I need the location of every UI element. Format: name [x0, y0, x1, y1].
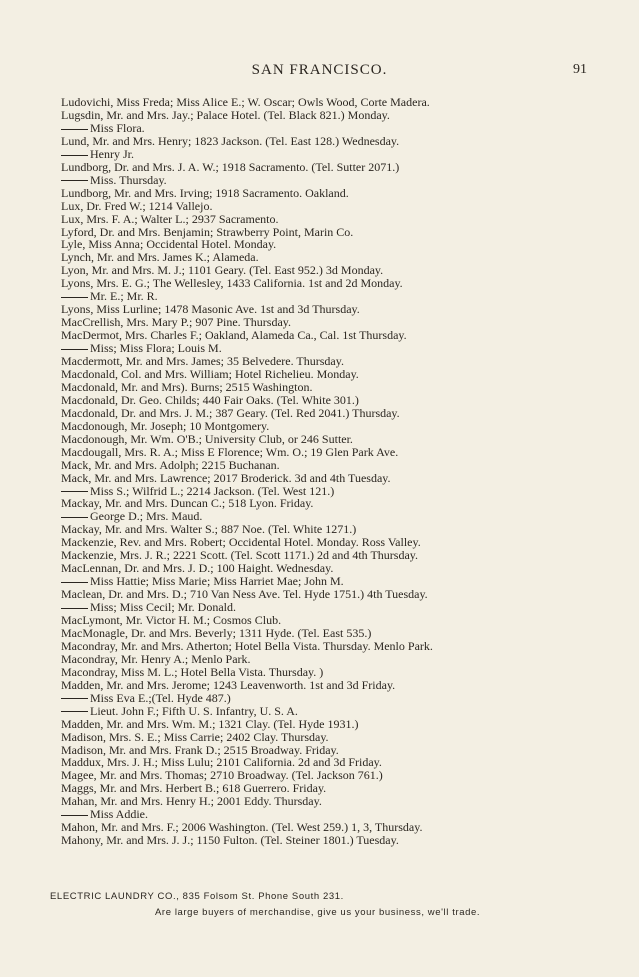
entry-text: Mahon, Mr. and Mrs. F.; 2006 Washington. (Tel. West 259.) 1, 3, Thursday. [61, 820, 423, 835]
entry-text: Miss Addie. [90, 807, 149, 822]
entry-text: Miss Eva E.;(Tel. Hyde 487.) [90, 690, 231, 705]
entry-text: Lund, Mr. and Mrs. Henry; 1823 Jackson. (Tel. East 128.) Wednesday. [61, 133, 400, 148]
ditto-dash [61, 711, 88, 712]
advertisement-line-1: ELECTRIC LAUNDRY CO., 835 Folsom St. Phone South 231. [50, 891, 344, 902]
entry-text: Maclean, Dr. and Mrs. D.; 710 Van Ness Ave. Tel. Hyde 1751.) 4th Tuesday. [61, 587, 428, 602]
entry-text: Madison, Mr. and Mrs. Frank D.; 2515 Broadway. Friday. [61, 742, 339, 757]
ditto-dash [61, 129, 88, 130]
ditto-dash [61, 297, 88, 298]
entry-text: Magee, Mr. and Mrs. Thomas; 2710 Broadway. (Tel. Jackson 761.) [61, 768, 383, 783]
ditto-dash [61, 155, 88, 156]
entry-text: Lundborg, Mr. and Mrs. Irving; 1918 Sacramento. Oakland. [61, 185, 349, 200]
entry-text: Miss Flora. [90, 120, 145, 135]
entry-text: Mahan, Mr. and Mrs. Henry H.; 2001 Eddy. Thursday. [61, 794, 322, 809]
entry-text: Macdonough, Mr. Wm. O'B.; University Club, or 246 Sutter. [61, 431, 353, 446]
ditto-dash [61, 180, 88, 181]
entry-text: Lieut. John F.; Fifth U. S. Infantry, U. S. A. [90, 703, 298, 718]
page-title: SAN FRANCISCO. [251, 62, 388, 78]
ditto-dash [61, 582, 88, 583]
entry-text: Lyford, Dr. and Mrs. Benjamin; Strawberry Point, Marin Co. [61, 224, 354, 239]
entry-text: Macdonald, Mr. and Mrs). Burns; 2515 Washington. [61, 379, 313, 394]
entry-text: Macondray, Mr. and Mrs. Atherton; Hotel Bella Vista. Thursday. Menlo Park. [61, 638, 433, 653]
entry-text: MacMonagle, Dr. and Mrs. Beverly; 1311 Hyde. (Tel. East 535.) [61, 625, 372, 640]
entry-text: Henry Jr. [90, 146, 134, 161]
entry-text: Lundborg, Dr. and Mrs. J. A. W.; 1918 Sacramento. (Tel. Sutter 2071.) [61, 159, 400, 174]
entry-text: Mahony, Mr. and Mrs. J. J.; 1150 Fulton. (Tel. Steiner 1801.) Tuesday. [61, 833, 399, 848]
entry-text: Miss. Thursday. [90, 172, 167, 187]
entry-text: Mackay, Mr. and Mrs. Walter S.; 887 Noe. (Tel. White 1271.) [61, 522, 357, 537]
entry-text: Miss; Miss Cecil; Mr. Donald. [90, 600, 237, 615]
directory-entry [61, 834, 399, 847]
entry-text: George D.; Mrs. Maud. [90, 509, 203, 524]
entry-text: Ludovichi, Miss Freda; Miss Alice E.; W. Oscar; Owls Wood, Corte Madera. [61, 95, 430, 109]
ditto-dash [61, 815, 88, 816]
ditto-dash [61, 698, 88, 699]
entry-text: Lyons, Mrs. E. G.; The Wellesley, 1433 California. 1st and 2d Monday. [61, 276, 403, 291]
entry-text: MacCrellish, Mrs. Mary P.; 907 Pine. Thursday. [61, 315, 291, 330]
entry-text: Macondray, Miss M. L.; Hotel Bella Vista. Thursday. ) [61, 664, 324, 679]
entry-text: Mackay, Mr. and Mrs. Duncan C.; 518 Lyon. Friday. [61, 496, 314, 511]
entry-text: Macdougall, Mrs. R. A.; Miss E Florence; Wm. O.; 19 Glen Park Ave. [61, 444, 399, 459]
entry-text: MacLennan, Dr. and Mrs. J. D.; 100 Haight. Wednesday. [61, 561, 334, 576]
entry-text: Macdermott, Mr. and Mrs. James; 35 Belvedere. Thursday. [61, 354, 344, 368]
page-header [0, 62, 639, 82]
entry-text: Miss S.; Wilfrid L.; 2214 Jackson. (Tel. West 121.) [90, 483, 335, 498]
entry-text: Mackenzie, Rev. and Mrs. Robert; Occidental Hotel. Monday. Ross Valley. [61, 535, 421, 550]
entry-text: Macdonald, Dr. and Mrs. J. M.; 387 Geary. (Tel. Red 2041.) Thursday. [61, 405, 400, 420]
ditto-dash [61, 349, 88, 350]
entry-text: Mackenzie, Mrs. J. R.; 2221 Scott. (Tel. Scott 1171.) 2d and 4th Thursday. [61, 548, 418, 563]
entry-text: Lyon, Mr. and Mrs. M. J.; 1101 Geary. (Tel. East 952.) 3d Monday. [61, 263, 384, 278]
entry-text: Maggs, Mr. and Mrs. Herbert B.; 618 Guerrero. Friday. [61, 781, 327, 796]
entry-text: Macondray, Mr. Henry A.; Menlo Park. [61, 651, 251, 666]
entry-text: Lyons, Miss Lurline; 1478 Masonic Ave. 1st and 3d Thursday. [61, 302, 360, 317]
entry-text: Madison, Mrs. S. E.; Miss Carrie; 2402 Clay. Thursday. [61, 729, 329, 744]
entry-text: Madden, Mr. and Mrs. Jerome; 1243 Leavenworth. 1st and 3d Friday. [61, 677, 396, 692]
entry-text: Mack, Mr. and Mrs. Lawrence; 2017 Broderick. 3d and 4th Tuesday. [61, 470, 391, 485]
entry-text: Mack, Mr. and Mrs. Adolph; 2215 Buchanan. [61, 457, 280, 472]
entry-text: Macdonald, Dr. Geo. Childs; 440 Fair Oaks. (Tel. White 301.) [61, 392, 359, 407]
entry-text: Lux, Dr. Fred W.; 1214 Vallejo. [61, 198, 213, 213]
page-number: 91 [573, 62, 587, 77]
entry-text: Lyle, Miss Anna; Occidental Hotel. Monday. [61, 237, 277, 252]
entry-text: Lugsdin, Mr. and Mrs. Jay.; Palace Hotel. (Tel. Black 821.) Monday. [61, 107, 390, 122]
entry-text: Maddux, Mrs. J. H.; Miss Lulu; 2101 California. 2d and 3d Friday. [61, 755, 382, 770]
entry-text: Lux, Mrs. F. A.; Walter L.; 2937 Sacramento. [61, 211, 279, 226]
entry-text: Macdonald, Col. and Mrs. William; Hotel Richelieu. Monday. [61, 366, 359, 381]
entry-text: Lynch, Mr. and Mrs. James K.; Alameda. [61, 250, 259, 265]
entry-text: Macdonough, Mr. Joseph; 10 Montgomery. [61, 418, 270, 433]
entry-text: Mr. E.; Mr. R. [90, 289, 158, 304]
entry-text: MacDermot, Mrs. Charles F.; Oakland, Alameda Ca., Cal. 1st Thursday. [61, 328, 407, 343]
entry-text: Miss; Miss Flora; Louis M. [90, 341, 222, 356]
entry-text: Madden, Mr. and Mrs. Wm. M.; 1321 Clay. (Tel. Hyde 1931.) [61, 716, 359, 731]
entry-text: Miss Hattie; Miss Marie; Miss Harriet Mae; John M. [90, 574, 344, 589]
ditto-dash [61, 491, 88, 492]
entry-text: MacLymont, Mr. Victor H. M.; Cosmos Club. [61, 613, 282, 627]
ditto-dash [61, 608, 88, 609]
advertisement-line-2: Are large buyers of merchandise, give us your business, we'll trade. [155, 907, 481, 918]
ditto-dash [61, 517, 88, 518]
